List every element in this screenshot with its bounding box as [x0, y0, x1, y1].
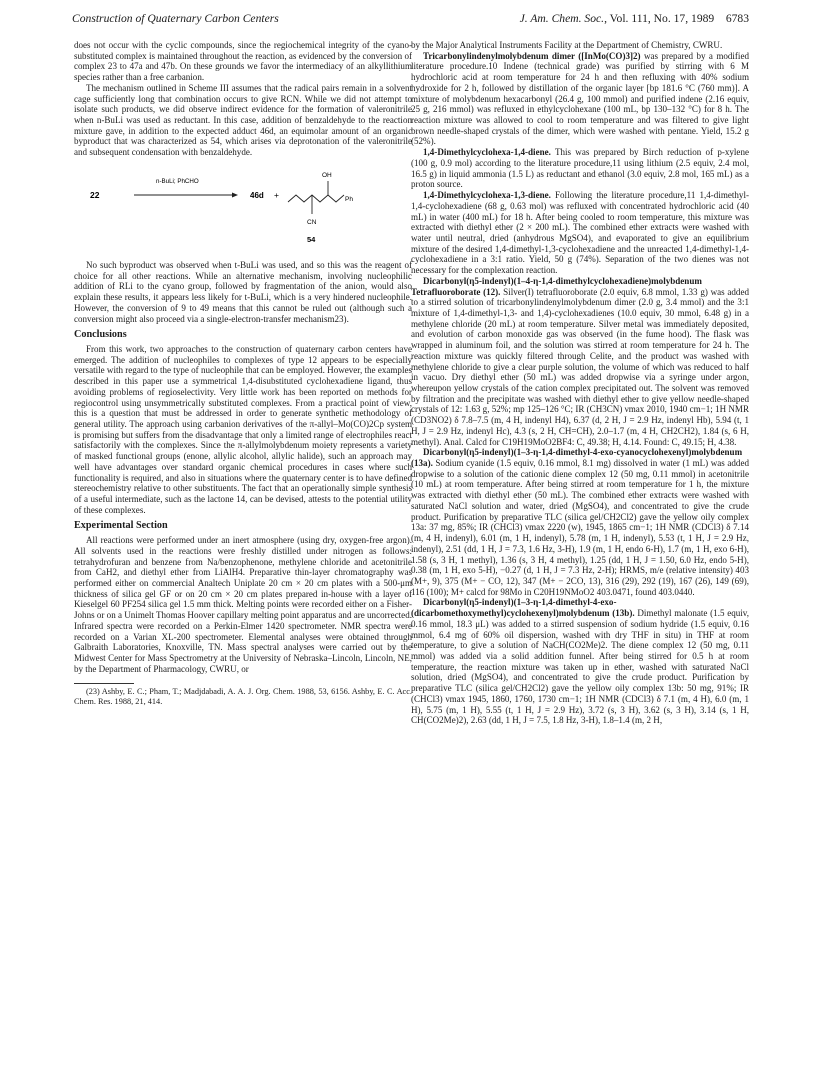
- procedure-paragraph: [411, 447, 749, 597]
- arrow-head: [232, 192, 238, 197]
- journal-citation: [520, 12, 749, 25]
- paragraph: The mechanism outlined in Scheme III assumes that the radical pairs remain in a solvent cage sufficiently long that combination occurs to give RCN. While we did not attempt to isolate such products, we did observe indirect evidence for the formation of valeronitrile when n-BuLi was used as reductant. In this case, addition of benzaldehyde to the reaction mixture gave, in addition to the expected adduct 46d, an equimolar amount of an organic byproduct that was characterized as 54, which arises via deprotonation of the valeronitrile and subsequent condensation with benzaldehyde.: [74, 82, 412, 158]
- procedure-paragraph: [411, 51, 749, 147]
- reaction-scheme: [74, 164, 412, 256]
- procedure-text: Sodium cyanide (1.5 equiv, 0.16 mmol, 8.1 mg) dissolved in water (1 mL) was added dropwise to a solution of the cationic diene complex 12 (50 mg, 0.11 mmol) in acetonitrile (10 mL) at room temperature. After being stirred at room temperature for 1 h, the mixture was extracted with diethyl ether (50 mL). The combined ether extracts were washed with saturated NaCl solution and water, dried (MgSO4), and concentrated to give the crude product. Purification by preparative TLC (silica gel/CH2Cl2) gave the yellow oily complex 13a: 37 mg, 85%; IR (CHCl3) νmax 2220 (w), 1945, 1865 cm−1; 1H NMR (CDCl3) δ 7.14 (m, 4 H, indenyl), 6.01 (m, 1 H, indenyl), 5.78 (m, 1 H, indenyl), 5.53 (t, 1 H, J = 2.9 Hz, indenyl), 2.51 (dd, 1 H, J = 7.3, 1.6 Hz, 3-H), 1.9 (m, 1 H, endo 6-H), 1.7 (m, 1 H, exo 6-H), 1.58 (s, 3 H, 1 methyl), 1.36 (s, 3 H, 4 methyl), 1.25 (dd, 1 H, J = 1.50, 6.0 Hz, endo 5-H), 0.38 (m, 1 H, exo 5-H), −0.27 (d, 1 H, J = 7.3 Hz, 2-H); HRMS, m/e (relative intensity) 403 (M+, 9), 375 (M+ − CO, 12), 347 (M+ − 2CO, 13), 316 (29), 292 (19), 167 (26), 149 (69), 116 (100); M+ calcd for 98Mo in C20H19NMoO2 403.0471, found 403.0440.: [411, 458, 749, 597]
- procedure-paragraph: [411, 597, 749, 726]
- procedure-title: Dicarbonyl(η5-indenyl)(1–3-η-1,4-dimethyl-4-exo-cyanocyclohexenyl)molybdenum (13a).: [411, 447, 743, 469]
- right-column: [411, 40, 749, 726]
- procedure-paragraph: [411, 276, 749, 448]
- scheme-start-label: 22: [90, 189, 100, 200]
- procedure-title: 1,4-Dimethylcyclohexa-1,4-diene.: [423, 147, 551, 158]
- phenyl-label: Ph: [345, 195, 353, 203]
- paragraph: by the Major Analytical Instruments Facility at the Department of Chemistry, CWRU.: [411, 40, 723, 50]
- running-header: [72, 12, 749, 34]
- scheme-product-label: 46d: [250, 190, 264, 200]
- reaction-scheme-drawing: [74, 164, 412, 256]
- procedure-title: 1,4-Dimethylcyclohexa-1,3-diene.: [423, 190, 551, 201]
- procedure-title: Dicarbonyl(η5-indenyl)(1–3-η-1,4-dimethyl-4-exo-(dicarbomethoxymethyl)cyclohexenyl)molybdenum (13b).: [411, 597, 635, 619]
- paragraph: No such byproduct was observed when t-BuLi was used, and so this was the reagent of choice for all other reactions. While an alternative mechanism, involving nucleophilic addition of RLi to the cyano group, followed by fragmentation of the anion, would also explain these results, it appears less likely for t-BuLi, which is a very hindered nucleophile. However, the conversion of 9 to 49 means that this cannot be ruled out (although such a conversion might also proceed via a single-electron-transfer mechanism23).: [74, 259, 412, 324]
- procedure-paragraph: [411, 147, 749, 190]
- left-column: [74, 40, 412, 707]
- procedure-paragraph: [411, 190, 749, 276]
- paragraph: does not occur with the cyclic compounds, since the regiochemical integrity of the cyano-substituted complex is maintained throughout the reaction, as evidenced by the conversion of complex 23 to 47a and 47b. On these grounds we favor the intermediacy of an alkyllithium species rather than a free carbanion.: [74, 40, 412, 83]
- scheme-reagent-label: n-BuLi; PhCHO: [156, 177, 199, 185]
- footnote-divider: [74, 683, 134, 684]
- cyano-label: CN: [307, 218, 317, 226]
- hydroxyl-label: OH: [322, 171, 332, 179]
- procedure-text: This was prepared by Birch reduction of p-xylene (100 g, 0.9 mol) according to the literature procedure,11 using lithium (2.5 equiv, 2.4 mol, 16.5 g) in liquid ammonia (1.5 L) as reductant and ethanol (3.0 equiv, 2.8 mol, 165 mL) as a proton source.: [411, 147, 749, 190]
- paragraph: From this work, two approaches to the construction of quaternary carbon centers have emerged. The addition of nucleophiles to complexes of type 12 appears to be especially versatile with regard to the type of nucleophile that can be employed. However, the examples described in this paper use a symmetrical 1,4-disubstituted cyclohexadiene ligand, thus avoiding problems of regioselectivity. Very little work has been reported on methods for regiocontrol using unsymmetrically substituted complexes. From a practical point of view, this is a question that must be addressed in order to generate synthetic methodology of general utility. The approach using carbanion derivatives of the π-allyl–Mo(CO)2Cp system is promising but suffers from the disadvantage that only a limited range of electrophiles react satisfactorily with the complexes. Since the π-allylmolybdenum moiety represents a variety of masked functional groups (enone, allylic alcohol, allylic halide), such an approach may well have advantages over standard organic chemical procedures in cases where such functionality is required, and also in situations where the quaternary center is to have defined stereochemistry relative to other substituents. The fact that an operationally simple synthesis of a useful intermediate, such as the lactone 14, can be devised, attests to the potential utility of these complexes.: [74, 343, 412, 515]
- procedure-title: Dicarbonyl(η5-indenyl)(1–4-η-1,4-dimethylcyclohexadiene)molybdenum Tetrafluoroborate (12).: [411, 275, 702, 297]
- section-heading-conclusions: Conclusions: [74, 329, 127, 341]
- byproduct-skeleton: [288, 195, 344, 202]
- journal-volume: , Vol. 111, No. 17, 1989: [604, 12, 715, 25]
- page-number: 6783: [725, 12, 749, 25]
- footnote: (23) Ashby, E. C.; Pham, T.; Madjdabadi, A. A. J. Org. Chem. 1988, 53, 6156. Ashby, E. C. Acc. Chem. Res. 1988, 21, 414.: [74, 686, 412, 706]
- journal-name: J. Am. Chem. Soc.: [519, 12, 605, 25]
- procedure-title: Tricarbonylindenylmolybdenum dimer ([InMo(CO)3]2): [423, 50, 641, 61]
- procedure-text: Dimethyl malonate (1.5 equiv, 0.16 mmol, 18.3 μL) was added to a stirred suspension of sodium hydride (1.5 equiv, 0.16 mmol, 6.4 mg of 60% oil dispersion, washed with dry THF in situ) in THF at room temperature, to give a solution of NaCH(CO2Me)2. The diene complex 12 (50 mg, 0.11 mmol) was added via a solid addition funnel. After being stirred for 0.5 h at room temperature, the reaction mixture was taken up in ether, washed with saturated NaCl solution, dried (MgSO4), and concentrated to give the crude product. Purification by preparative TLC (silica gel/CH2Cl2) gave the yellow oily complex 13b: 50 mg, 91%; IR (CHCl3) νmax 1945, 1860, 1760, 1730 cm−1; 1H NMR (CDCl3) δ 7.1 (m, 4 H), 6.0 (m, 1 H), 5.75 (m, 1 H), 5.55 (t, 1 H, J = 2.9 Hz), 3.72 (s, 3 H), 3.62 (s, 3 H), 3.14 (s, 1 H, CH(CO2Me)2), 2.63 (dd, 1 H, J = 7.5, 1.8 Hz, 3-H), 1.8–1.4 (m, 2 H,: [411, 608, 749, 726]
- procedure-text: Following the literature procedure,11 1,4-dimethyl-1,4-cyclohexadiene (68 g, 0.63 mol) was refluxed with concentrated hydrochloric acid (40 mL) in water (400 mL) for 18 h. After being cooled to room temperature, this mixture was extracted with diethyl ether (2 × 200 mL). The combined ether extracts were washed with water until neutral, dried (anhydrous MgSO4), and evaporated to give an equilibrium mixture of the desired 1,4-dimethyl-1,3-cyclohexadiene and the unreacted 1,4-dimethyl-1,4-cyclohexadiene in a 3:1 ratio. Yield, 50 g (74%). Separation of the two dienes was not necessary for the complexation reaction.: [411, 190, 749, 276]
- procedure-text: was prepared by a modified literature procedure.10 Indene (technical grade) was purified by stirring with 6 M hydrochloric acid at room temperature for 24 h and then refluxing with 40% sodium hydroxide for 2 h, followed by distillation of the organic layer [bp 181.6 °C (760 mm)]. A mixture of molybdenum hexacarbonyl (26.4 g, 100 mmol) and purified indene (2.16 equiv, 25 g, 216 mmol) was refluxed in ethylcyclohexane (100 mL, bp 130–132 °C) for 8 h. The reaction mixture was allowed to cool to room temperature and was filtered to give light brown needle-shaped crystals of the dimer, which were washed with pentane. Yield, 15.2 g (52%).: [411, 50, 749, 147]
- section-heading-experimental: Experimental Section: [74, 520, 168, 532]
- paragraph: All reactions were performed under an inert atmosphere (using dry, oxygen-free argon). All solvents used in the reactions were freshly distilled under nitrogen as follows: tetrahydrofuran and benzene from Na/benzophenone, methylene chloride and acetonitrile from CaH2, and diethyl ether from LiAlH4. Preparative thin-layer chromatography was performed either on commercial Analtech Uniplate 20 cm × 20 cm plates with a 500-μm thickness of silica gel GF or on 20 cm × 20 cm plates prepared in-house with a layer of Kieselgel 60 PF254 silica gel 1.5 mm thick. Melting points were recorded either on a Fisher-Johns or on a Unimelt Thomas Hoover capillary melting point apparatus and are uncorrected. Infrared spectra were recorded on a Perkin-Elmer 1420 spectrometer. NMR spectra were recorded on a Varian XL-200 spectrometer. Elemental analyses were obtained through Galbraith Laboratories, Knoxville, TN. Mass spectral analyses were carried out by the Midwest Center for Mass Spectrometry at the University of Nebraska–Lincoln, Lincoln, NE, by the Department of Pharmacology, CWRU, or: [74, 535, 412, 674]
- running-title: Construction of Quaternary Carbon Centers: [72, 12, 279, 25]
- byproduct-label: 54: [307, 234, 316, 244]
- scheme-plus-sign: +: [274, 189, 279, 200]
- procedure-text: Silver(I) tetrafluoroborate (2.0 equiv, 6.8 mmol, 1.33 g) was added to a stirred solution of tricarbonylindenylmolybdenum dimer (2.0 g, 3.4 mmol) and the 3:1 mixture of 1,4-dimethyl-1,3- and 1,4)-cyclohexadienes (10.0 equiv, 30 mmol, 6.48 g) in a methylene chloride (20 mL) at room temperature. Silver metal was immediately deposited, and evolution of carbon monoxide gas was observed (in the fume hood). The flask was wrapped in aluminum foil, and the solution was stirred at room temperature for 24 h. The reaction mixture was quickly filtered through Celite, and the product was washed with methylene chloride to give a clear purple solution, the volume of which was reduced to half in vacuo. Dry diethyl ether (50 mL) was added dropwise via a syringe under argon, whereupon yellow crystals of the cation complex precipitated out. The solvent was removed by filtration and the precipitate was washed with diethyl ether to give yellow needle-shaped crystals of 12: 1.63 g, 52%; mp 125–126 °C; IR (CH3CN) νmax 2010, 1940 cm−1; 1H NMR (CD3NO2) δ 7.8–7.5 (m, 4 H, indenyl H4), 6.37 (d, 2 H, J = 2.9 Hz, indenyl Hb), 5.94 (t, 1 H, J = 2.9 Hz, indenyl Hc), 4.3 (s, 2 H, CH=CH), 2.0–1.7 (m, 4 H, CH2CH2), 1.84 (s, 6 H, methyl). Anal. Calcd for C19H19MoO2BF4: C, 49.38; H, 4.14. Found: C, 49.15; H, 4.38.: [411, 286, 749, 447]
